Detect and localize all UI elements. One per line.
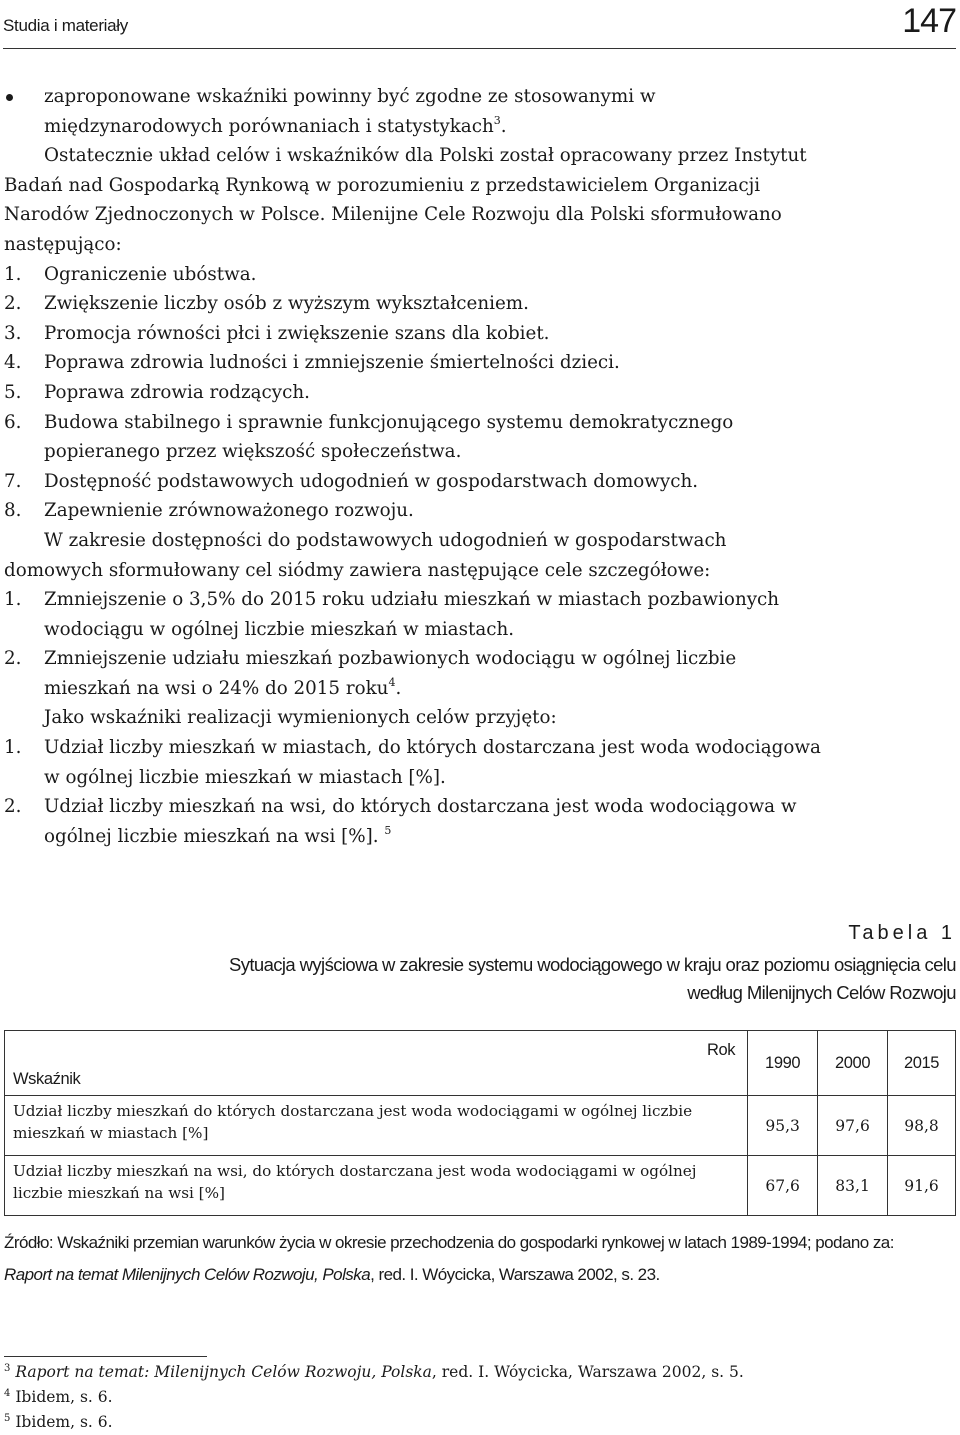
table-title-line1: Sytuacja wyjściowa w zakresie systemu wodociągowego w kraju oraz poziomu osiągnięcia celu [228, 954, 956, 975]
list-number: 4. [4, 352, 22, 374]
paragraph: Ostatecznie układ celów i wskaźników dla Polski został opracowany przez Instytut Badań nad Gospodarką Rynkową w porozumieniu z przedstawicielem Organizacji Narodów Zjednoczonych w Polsce. Milenijne Cele Rozwoju dla Polski sformułowano następująco: [4, 145, 807, 255]
footnote-divider [4, 1356, 207, 1357]
body-text [4, 82, 822, 851]
list-item [4, 408, 822, 467]
list-item [4, 585, 822, 644]
list-number: 1. [4, 737, 22, 759]
page-number: 147 [902, 2, 956, 40]
source-title: Raport na temat Milenijnych Celów Rozwoju, Polska [4, 1265, 371, 1284]
list-number: 2. [4, 293, 22, 315]
list-number: 1. [4, 589, 22, 611]
indicators-list [4, 733, 822, 851]
footnote: $^4$ Ibidem, s. 6. [4, 1388, 113, 1406]
list-text: Zmniejszenie o 3,5% do 2015 roku udziału mieszkań w miastach pozbawionych wodociągu w ogólnej liczbie mieszkań w miastach. [44, 589, 780, 640]
paragraph: Jako wskaźniki realizacji wymienionych celów przyjęto: [44, 707, 557, 729]
list-item [4, 289, 822, 319]
page-header [3, 0, 956, 49]
list-number: 5. [4, 381, 22, 403]
paragraph: W zakresie dostępności do podstawowych udogodnień w gospodarstwach domowych sformułowany cel siódmy zawiera następujące cele szczegółowe: [4, 529, 727, 581]
list-number: 2. [4, 796, 22, 818]
list-number: 7. [4, 470, 22, 492]
goals-list [4, 260, 822, 526]
list-text: Zmniejszenie udziału mieszkań pozbawionych wodociągu w ogólnej liczbie mieszkań na wsi o 24% do 2015 roku [44, 648, 737, 699]
detailed-goals-list [4, 585, 822, 703]
data-table [4, 1030, 956, 1216]
value-cell: 83,1 [818, 1156, 888, 1216]
header-year: 1990 [748, 1031, 818, 1096]
footnote-title: Raport na temat: Milenijnych Celów Rozwoju, Polska [15, 1363, 432, 1381]
list-item [4, 467, 822, 497]
list-text: Poprawa zdrowia rodzących. [44, 381, 310, 403]
header-year: 2015 [888, 1031, 956, 1096]
list-text: Poprawa zdrowia ludności i zmniejszenie śmiertelności dzieci. [44, 352, 620, 374]
list-text: Zwiększenie liczby osób z wyższym wykształceniem. [44, 293, 529, 315]
list-item [4, 378, 822, 408]
list-number: 2. [4, 648, 22, 670]
table-row [5, 1096, 956, 1156]
list-number: 6. [4, 411, 22, 433]
footnotes [4, 1360, 744, 1435]
list-item [4, 319, 822, 349]
list-number: 1. [4, 263, 22, 285]
indicator-cell: Udział liczby mieszkań do których dostarczana jest woda wodociągami w ogólnej liczbie mieszkań w miastach [%] [5, 1096, 748, 1156]
list-text: Dostępność podstawowych udogodnień w gospodarstwach domowych. [44, 470, 699, 492]
indicator-cell: Udział liczby mieszkań na wsi, do których dostarczana jest woda wodociągami w ogólnej liczbie mieszkań na wsi [%] [5, 1156, 748, 1216]
list-item [4, 733, 822, 792]
table-title-line2: według Milenijnych Celów Rozwoju [687, 982, 956, 1003]
table-header-row [5, 1031, 956, 1096]
value-cell: 91,6 [888, 1156, 956, 1216]
table-label: Tabela 1 [848, 922, 956, 944]
value-cell: 97,6 [818, 1096, 888, 1156]
value-cell: 98,8 [888, 1096, 956, 1156]
header-rok: Rok [706, 1041, 736, 1059]
list-item: 2. Zmniejszenie udziału mieszkań pozbawionych wodociągu w ogólnej liczbie mieszkań na wsi o 24% do 2015 roku$^4$. [4, 644, 822, 703]
footnote-number: 5 [4, 1413, 11, 1424]
footnote-ref[interactable]: 5 [384, 823, 392, 837]
footnote-ref[interactable]: 3 [493, 113, 501, 127]
footnote: $^3$ Raport na temat: Milenijnych Celów Rozwoju, Polska, red. I. Wóycicka, Warszawa 2002, s. 5. [4, 1363, 744, 1381]
list-text: Budowa stabilnego i sprawnie funkcjonującego systemu demokratycznego popieranego przez większość społeczeństwa. [44, 411, 734, 463]
running-title: Studia i materiały [3, 16, 128, 35]
table-row [5, 1156, 956, 1216]
value-cell: 67,6 [748, 1156, 818, 1216]
list-text: Ograniczenie ubóstwa. [44, 263, 257, 285]
list-item [4, 792, 822, 851]
list-item [4, 496, 822, 526]
footnote-number: 3 [4, 1363, 11, 1374]
list-text: Zapewnienie zrównoważonego rozwoju. [44, 500, 414, 522]
footnote-number: 4 [4, 1388, 11, 1399]
list-text: Promocja równości płci i zwiększenie szans dla kobiet. [44, 322, 550, 344]
bullet-item: zaproponowane wskaźniki powinny być zgodne ze stosowanymi w międzynarodowych porównaniach i statystykach$^3$. [4, 82, 822, 141]
table-caption [229, 922, 956, 1007]
header-wskaznik: Wskaźnik [13, 1070, 81, 1088]
table-source: Źródło: Wskaźniki przemian warunków życia w okresie przechodzenia do gospodarki rynkowej w latach 1989-1994; podano za: Raport na temat Milenijnych Celów Rozwoju, Polska, red. I. Wóycicka, Warszawa 2002, s. 23. [4, 1233, 894, 1284]
list-number: 3. [4, 322, 22, 344]
header-cell-diagonal [5, 1031, 748, 1096]
bullet-icon [6, 94, 13, 101]
list-item [4, 260, 822, 290]
list-text: Udział liczby mieszkań na wsi, do których dostarczana jest woda wodociągowa w ogólnej liczbie mieszkań na wsi [%]. [44, 796, 797, 847]
footnote: $^5$ Ibidem, s. 6. [4, 1413, 113, 1431]
list-number: 8. [4, 500, 22, 522]
list-text: Udział liczby mieszkań w miastach, do których dostarczana jest woda wodociągowa w ogólnej liczbie mieszkań w miastach [%]. [44, 737, 821, 788]
footnote-ref[interactable]: 4 [388, 675, 396, 689]
list-item [4, 348, 822, 378]
value-cell: 95,3 [748, 1096, 818, 1156]
header-year: 2000 [818, 1031, 888, 1096]
